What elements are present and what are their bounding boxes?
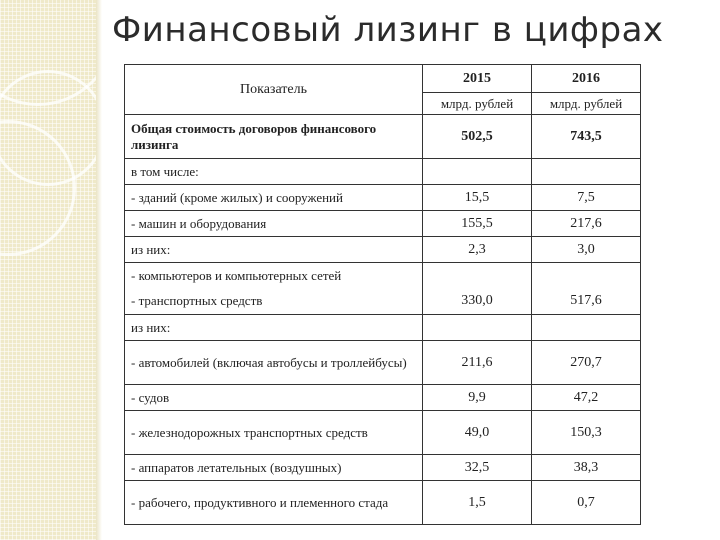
- row-value-2016: [532, 315, 641, 341]
- total-2015: 502,5: [423, 115, 532, 159]
- row-label: - автомобилей (включая автобусы и троллейбусы): [125, 341, 423, 385]
- empty-cell: [532, 159, 641, 185]
- row-label: - машин и оборудования: [125, 211, 423, 237]
- row-value-2016: 217,6: [532, 211, 641, 237]
- leasing-table-container: [124, 64, 640, 534]
- row-value-2015: 330,0: [423, 289, 532, 315]
- header-unit-2015: млрд. рублей: [423, 93, 532, 115]
- row-label: из них:: [125, 315, 423, 341]
- row-value-2015: 9,9: [423, 385, 532, 411]
- header-year-2016: 2016: [532, 65, 641, 93]
- row-value-2016: [532, 263, 641, 289]
- row-label: - зданий (кроме жилых) и сооружений: [125, 185, 423, 211]
- row-value-2016: 47,2: [532, 385, 641, 411]
- header-indicator: Показатель: [125, 65, 423, 115]
- row-value-2016: 150,3: [532, 411, 641, 455]
- strip-edge-shadow: [96, 0, 102, 540]
- row-value-2015: 49,0: [423, 411, 532, 455]
- row-label: - железнодорожных транспортных средств: [125, 411, 423, 455]
- row-value-2015: 32,5: [423, 455, 532, 481]
- total-2016: 743,5: [532, 115, 641, 159]
- leasing-table: [124, 64, 641, 525]
- row-label: - судов: [125, 385, 423, 411]
- including-label: в том числе:: [125, 159, 423, 185]
- row-label: - транспортных средств: [125, 289, 423, 315]
- row-value-2015: 155,5: [423, 211, 532, 237]
- row-value-2016: 7,5: [532, 185, 641, 211]
- row-label: из них:: [125, 237, 423, 263]
- total-label: Общая стоимость договоров финансового лизинга: [125, 115, 423, 159]
- header-unit-2016: млрд. рублей: [532, 93, 641, 115]
- row-value-2016: 3,0: [532, 237, 641, 263]
- row-value-2015: 1,5: [423, 481, 532, 525]
- row-value-2016: 270,7: [532, 341, 641, 385]
- row-value-2015: [423, 263, 532, 289]
- row-value-2015: 2,3: [423, 237, 532, 263]
- decorative-side-strip: [0, 0, 96, 540]
- row-value-2016: 517,6: [532, 289, 641, 315]
- row-label: - компьютеров и компьютерных сетей: [125, 263, 423, 289]
- row-label: - аппаратов летательных (воздушных): [125, 455, 423, 481]
- row-value-2015: [423, 315, 532, 341]
- empty-cell: [423, 159, 532, 185]
- row-value-2015: 15,5: [423, 185, 532, 211]
- row-value-2015: 211,6: [423, 341, 532, 385]
- header-year-2015: 2015: [423, 65, 532, 93]
- row-value-2016: 0,7: [532, 481, 641, 525]
- row-value-2016: 38,3: [532, 455, 641, 481]
- slide-title: Финансовый лизинг в цифрах: [112, 10, 664, 50]
- row-label: - рабочего, продуктивного и племенного стада: [125, 481, 423, 525]
